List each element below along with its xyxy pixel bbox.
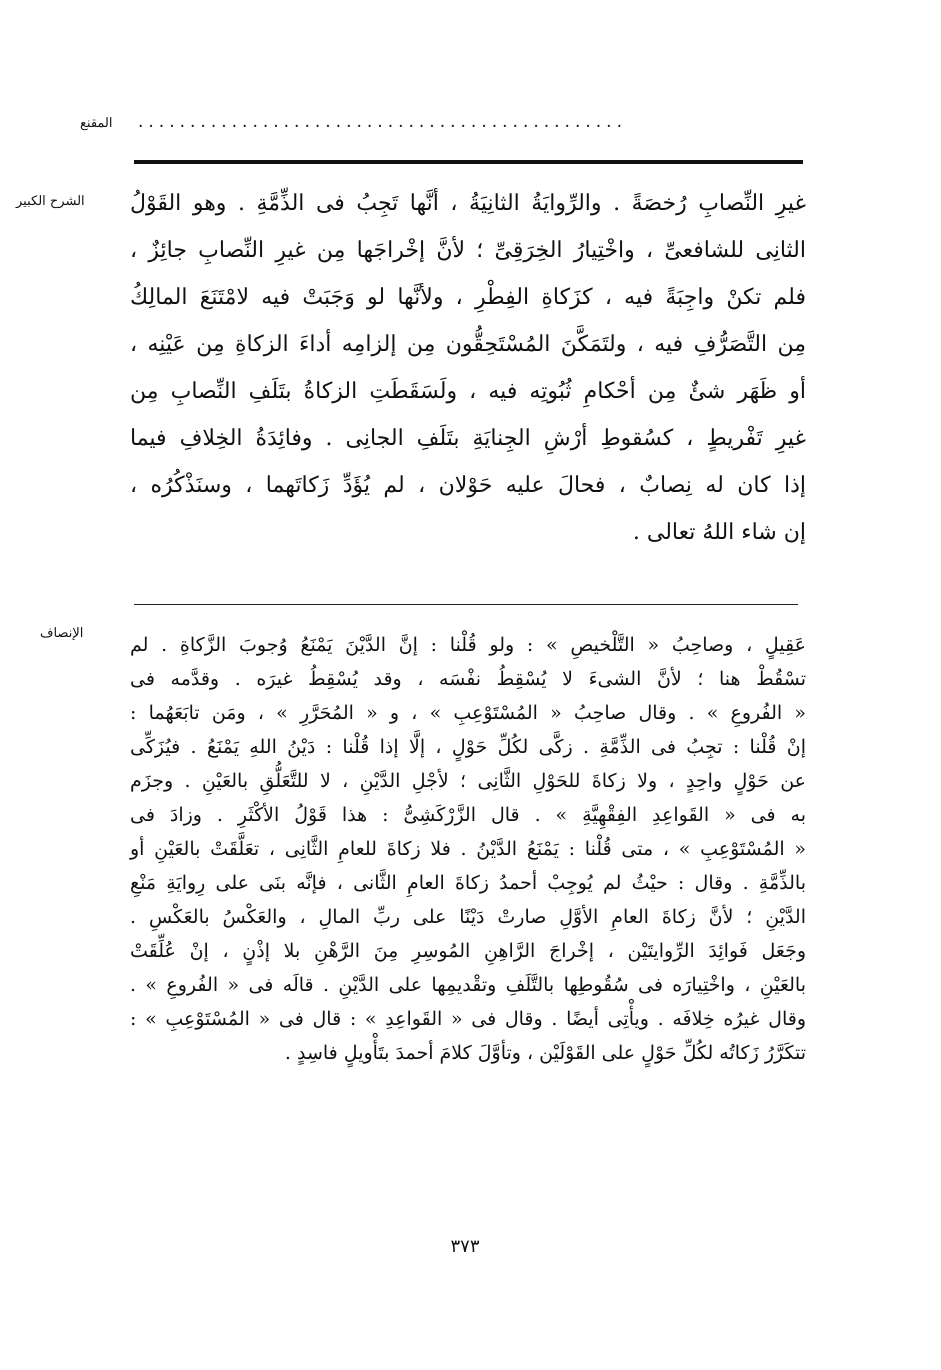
insaf-line: وجَعَل فَوائِدَ الرِّوايتَيْن ، إخْراجَ الرَّاهِنِ المُوسِرِ مِنَ الرَّهْنِ بلا إذْنٍ ، إنْ عُلِّقَتْ	[130, 940, 806, 962]
sharh-line: الثانِى للشافعىِّ ، واخْتِيارُ الخِرَقِىِّ ؛ لأنَّ إخْراجَها مِن غيرِ النِّصابِ جائِزٌ ،	[130, 238, 806, 263]
section-divider	[134, 604, 798, 605]
insaf-text-block	[130, 628, 806, 1070]
insaf-line: بالعَيْنِ ، واخْتِيارَه فى سُقُوطِها بالتَّلَفِ وتقْديمِها على الدَّيْنِ . قالَه فى « الفُروعِ » .	[130, 974, 806, 996]
insaf-line: الدَّيْنِ ؛ لأنَّ زكاةَ العامِ الأوَّلِ صارتْ دَيْنًا على ربِّ المالِ ، والعَكْسُ بالعَكْسِ .	[130, 906, 806, 928]
insaf-line: إنْ قُلْنا : تجِبُ فى الذِّمَّةِ . زكَّى لكُلِّ حَوْلٍ ، إلَّا إذا قُلْنا : دَيْنُ اللهِ يَمْنَعُ . فيُزَكِّى	[130, 736, 806, 758]
sharh-line: إذا كان له نِصابٌ ، فحالَ عليه حَوْلان ، لم يُؤَدِّ زَكاتَهما ، وسنَذْكُرُه ،	[130, 473, 806, 498]
insaf-line: عَقِيلٍ ، وصاحِبُ « التَّلْخيصِ » : ولو قُلْنا : إنَّ الدَّيْنَ يَمْنَعُ وُجوبَ الزَّكاةِ . لم	[130, 634, 806, 656]
insaf-line: عن حَوْلٍ واحِدٍ ، ولا زكاةَ للحَوْلِ الثَّانِى ؛ لأجْلِ الدَّيْنِ ، لا للتَّعَلُّقِ بالعَيْنِ . وجزَم	[130, 770, 806, 792]
insaf-line: به فى « القَواعِدِ الفِقْهِيَّةِ » . قال الزَّرْكَشِىُّ : هذا قَوْلُ الأكْثَرِ . وزادَ فى	[130, 804, 806, 826]
sharh-line: أو ظَهَر شئٌ مِن أحْكامِ ثُبُوتِه فيه ، ولَسَقَطَتِ الزكاةُ بتَلَفِ النِّصابِ مِن	[130, 379, 806, 404]
sharh-line: مِن التَّصَرُّفِ فيه ، ولتَمَكَّنَ المُسْتَحِقُّون مِن إلزامِه أداءَ الزكاةِ مِن عَيْنِه ،	[130, 332, 806, 357]
header-rule	[134, 160, 803, 164]
sharh-line: غيرِ تَفْريطٍ ، كسُقوطِ أرْشِ الجِنايَةِ بتَلَفِ الجانِى . وفائِدَةُ الخِلافِ فيما	[130, 426, 806, 451]
leader-dots: ...............................................	[138, 112, 627, 132]
insaf-section-label: الإنصاف	[40, 626, 84, 641]
insaf-line: « الفُروعِ » . وقال صاحِبُ « المُسْتَوْعِبِ » ، و « المُحَرَّرِ » ، ومَن تابَعَهُما :	[130, 702, 806, 724]
insaf-line: « المُسْتَوْعِبِ » ، متى قُلْنا : يَمْنَعُ الدَّيْنُ . فلا زكاةَ للعامِ الثَّانِى ، تعَلَّقَتْ بالعَيْنِ أو	[130, 838, 806, 860]
sharh-line: غيرِ النِّصابِ رُخصَةً . والرِّوايَةُ الثانِيَةُ ، أنَّها تَجِبُ فى الذِّمَّةِ . وهو القَوْلُ	[130, 191, 806, 216]
page-number: ٣٧٣	[450, 1236, 480, 1257]
sharh-text-block	[130, 180, 806, 556]
sharh-line: إن شاء اللهُ تعالى .	[632, 520, 806, 545]
insaf-line: تسْقُطْ هنا ؛ لأنَّ الشىءَ لا يُسْقِطُ نفْسَه ، وقد يُسْقِطُ غيرَه . وقدَّمه فى	[130, 668, 806, 690]
running-header	[40, 112, 820, 148]
running-title: المقنع	[80, 116, 113, 131]
sharh-section-label: الشرح الكبير	[16, 194, 85, 209]
insaf-line: بالذِّمَّةِ . وقال : حيْثُ لم يُوجِبْ أحمدُ زكاةَ العامِ الثَّانى ، فإنَّه بنَى على رِوايَةِ مَنْعِ	[130, 872, 806, 894]
insaf-line: وقال غيرُه خِلافَه . ويأْتِى أيضًا . وقال فى « القَواعِدِ » : قال فى « المُسْتَوْعِبِ » :	[130, 1008, 806, 1030]
sharh-line: فلم تكنْ واجِبَةً فيه ، كزَكاةِ الفِطْرِ ، ولأنَّها لو وَجَبَتْ فيه لامْتَنَعَ المالِكُ	[130, 285, 806, 310]
insaf-line: تتكَرَّرُ زَكاتُه لكُلِّ حَوْلٍ على القَوْلَيْن ، وتأوَّلَ كلامَ أحمدَ بتَأْويلٍ فاسِدٍ .	[284, 1042, 806, 1064]
